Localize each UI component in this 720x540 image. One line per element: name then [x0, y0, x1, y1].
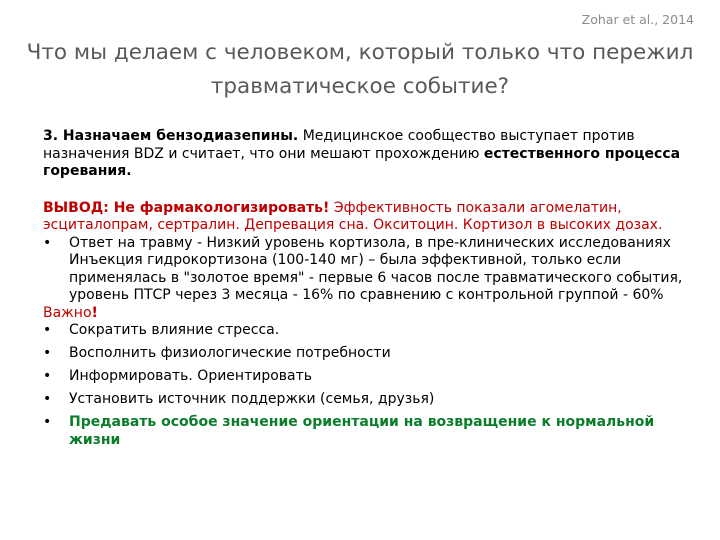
- list-item: [43, 322, 683, 340]
- important-item-text: Восполнить физиологические потребности: [69, 345, 391, 361]
- list-item: [43, 235, 683, 305]
- list-item: [43, 345, 683, 363]
- list-item: [43, 414, 683, 449]
- important-heading: [43, 305, 683, 323]
- point-3-text: Медицинское сообщество выступает против назначения BDZ и считает, что они мешают прохождению: [43, 128, 635, 162]
- slide-content: [43, 128, 683, 455]
- conclusion-label: ВЫВОД: Не фармакологизировать!: [43, 199, 330, 216]
- important-item-text: Сократить влияние стресса.: [69, 322, 280, 338]
- point-3-heading: 3. Назначаем бензодиазепины.: [43, 128, 299, 144]
- bullet-marker: •: [43, 322, 52, 338]
- bullet-marker: •: [43, 391, 52, 407]
- slide-title: Что мы делаем с человеком, который только что пережил травматическое событие?: [26, 40, 694, 99]
- important-mark: !: [91, 304, 98, 321]
- bullet-marker: •: [43, 345, 52, 361]
- bullet-marker: •: [43, 414, 52, 430]
- spacer: [43, 181, 683, 200]
- important-item-text: Предавать особое значение ориентации на возвращение к нормальной жизни: [69, 414, 655, 448]
- conclusion-text: Эффективность показали агомелатин, эсциталопрам, сертралин. Депревация сна. Окситоцин. Кортизол в высоких дозах.: [43, 199, 663, 233]
- cortisol-text: Ответ на травму - Низкий уровень кортизола, в пре-клинических исследованиях Инъекция гидрокортизона (100-140 мг) – была эффективной, только если применялась в "золотое время" - первые 6 часов после травматического события, уровень ПТСР через 3 месяца - 16% по сравнению с контрольной группой - 60%: [69, 234, 683, 303]
- conclusion-paragraph: [43, 200, 683, 235]
- point-3-paragraph: [43, 128, 683, 181]
- important-item-text: Установить источник поддержки (семья, друзья): [69, 391, 435, 407]
- bullet-marker: •: [43, 234, 52, 251]
- important-word: Важно: [43, 304, 92, 321]
- list-item: [43, 391, 683, 409]
- point-3-emphasis: естественного процесса горевания.: [43, 145, 681, 179]
- important-list: [43, 322, 683, 449]
- list-item: [43, 368, 683, 386]
- bullet-marker: •: [43, 368, 52, 384]
- cortisol-list: [43, 235, 683, 305]
- important-item-text: Информировать. Ориентировать: [69, 368, 313, 384]
- citation: Zohar et al., 2014: [581, 12, 694, 27]
